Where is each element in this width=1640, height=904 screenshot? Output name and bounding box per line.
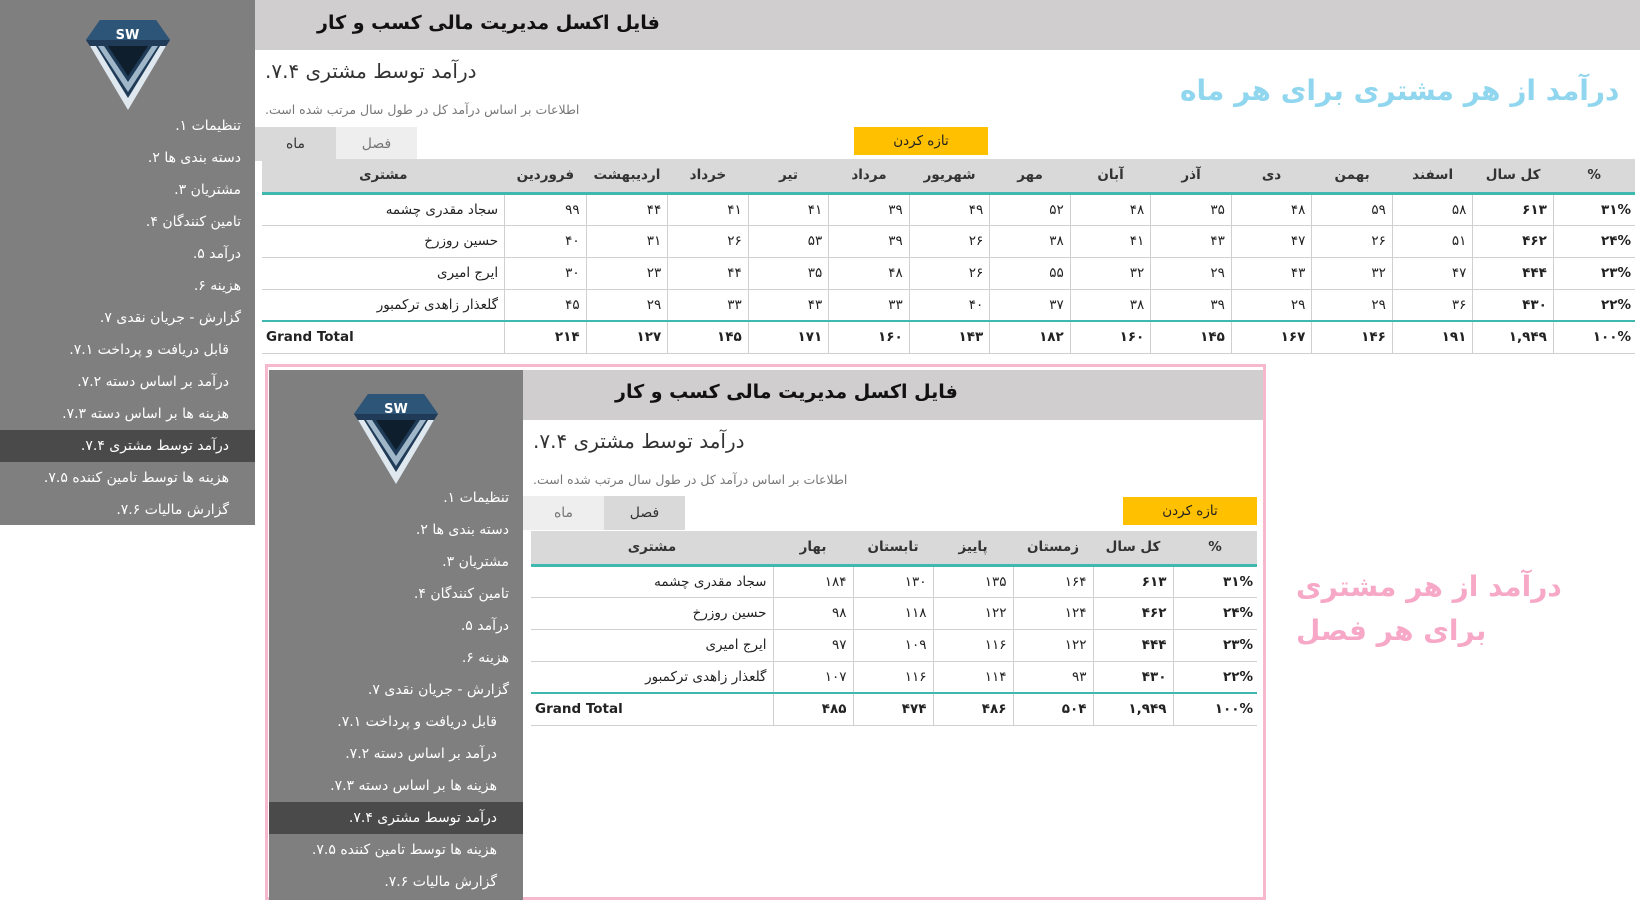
nav-item-expense[interactable]: هزینه ۶. xyxy=(461,650,509,666)
customer-name: سجاد مقدری چشمه xyxy=(531,565,773,597)
tab-month[interactable]: ماه xyxy=(255,127,336,161)
col-header-tir: تیر xyxy=(748,159,829,193)
cell: ۳۹ xyxy=(829,193,910,225)
cell: ۲۶ xyxy=(1312,225,1393,257)
page-title: درآمد توسط مشتری ۷.۴. xyxy=(265,59,477,83)
cell-year-total: ۴۳۰ xyxy=(1473,289,1554,321)
cell-percent: ۲۴% xyxy=(1173,597,1257,629)
cell-percent: ۲۲% xyxy=(1553,289,1635,321)
cell: ۱۲۲ xyxy=(1013,629,1093,661)
refresh-button[interactable]: تازه کردن xyxy=(854,127,988,155)
cell: ۳۳ xyxy=(829,289,910,321)
cell: ۱۲۴ xyxy=(1013,597,1093,629)
cell: ۲۶ xyxy=(909,257,990,289)
table-row xyxy=(531,629,1257,661)
col-header-summer: تابستان xyxy=(853,531,933,565)
cell: ۵۱ xyxy=(1392,225,1473,257)
customer-name: ایرج امیری xyxy=(531,629,773,661)
refresh-button[interactable]: تازه کردن xyxy=(1123,497,1257,525)
col-header-spring: بهار xyxy=(773,531,853,565)
diamond-logo-icon xyxy=(348,380,444,492)
nav-item-categories[interactable]: دسته بندی ها ۲. xyxy=(147,150,241,166)
app-title: فایل اکسل مدیریت مالی کسب و کار xyxy=(317,12,660,34)
table-header-row xyxy=(262,159,1635,193)
tab-season[interactable]: فصل xyxy=(604,496,685,530)
cell: ۳۶ xyxy=(1392,289,1473,321)
cell: ۳۷ xyxy=(990,289,1071,321)
cell: ۳۱ xyxy=(586,225,668,257)
customer-name: سجاد مقدری چشمه xyxy=(262,193,505,225)
cell-year-total: ۴۶۲ xyxy=(1093,597,1173,629)
annotation-seasonal-line2: برای هر فصل xyxy=(1296,614,1487,647)
cell: ۳۹ xyxy=(829,225,910,257)
nav-item-expense-by-supplier[interactable]: هزینه ها توسط تامین کننده ۷.۵. xyxy=(311,842,497,858)
cell: ۱۴۳ xyxy=(909,321,990,353)
nav-item-customers[interactable]: مشتریان ۳. xyxy=(442,554,509,570)
col-header-customer[interactable]: مشتری xyxy=(531,531,773,565)
diamond-logo-icon xyxy=(80,6,176,118)
cell: ۲۶ xyxy=(909,225,990,257)
cell-percent: ۱۰۰% xyxy=(1553,321,1635,353)
cell: ۴۴ xyxy=(586,193,668,225)
cell: ۴۴ xyxy=(668,257,749,289)
table-row xyxy=(531,597,1257,629)
cell: ۲۹ xyxy=(1231,289,1312,321)
cell: ۴۷ xyxy=(1231,225,1312,257)
cell: ۹۸ xyxy=(773,597,853,629)
cell: ۲۶ xyxy=(668,225,749,257)
tab-month[interactable]: ماه xyxy=(523,496,604,530)
sidebar-nav xyxy=(269,482,523,898)
nav-item-expense-by-category[interactable]: هزینه ها بر اساس دسته ۷.۳. xyxy=(62,406,229,422)
cell: ۴۳ xyxy=(748,289,829,321)
cell: ۱۴۶ xyxy=(1312,321,1393,353)
cell: ۴۳ xyxy=(1231,257,1312,289)
annotation-seasonal xyxy=(1296,565,1562,653)
cell: ۴۸۶ xyxy=(933,693,1013,725)
tab-season[interactable]: فصل xyxy=(336,127,417,161)
cell: ۴۰ xyxy=(505,225,587,257)
nav-item-receivable-payable[interactable]: قابل دریافت و پرداخت ۷.۱. xyxy=(69,342,229,358)
cell: ۴۸ xyxy=(829,257,910,289)
page-description: اطلاعات بر اساس درآمد کل در طول سال مرتب شده است. xyxy=(265,102,580,117)
cell: ۱۶۰ xyxy=(1070,321,1151,353)
col-header-aban: آبان xyxy=(1070,159,1151,193)
cell-percent: ۲۴% xyxy=(1553,225,1635,257)
cell: ۴۳ xyxy=(1151,225,1232,257)
main-panel-seasonal xyxy=(523,370,1263,900)
col-header-bahman: بهمن xyxy=(1312,159,1393,193)
col-header-mehr: مهر xyxy=(990,159,1071,193)
table-row xyxy=(262,225,1635,257)
nav-item-income[interactable]: درآمد ۵. xyxy=(460,618,509,634)
cell-percent: ۳۱% xyxy=(1173,565,1257,597)
cell: ۹۳ xyxy=(1013,661,1093,693)
customer-name: حسین روزرخ xyxy=(531,597,773,629)
customer-name: گلعذار زاهدی ترکمبور xyxy=(262,289,505,321)
col-header-mordad: مرداد xyxy=(829,159,910,193)
nav-item-suppliers[interactable]: تامین کنندگان ۴. xyxy=(145,214,241,230)
cell: ۵۹ xyxy=(1312,193,1393,225)
cell: ۱۶۷ xyxy=(1231,321,1312,353)
logo-text: SW xyxy=(384,402,408,417)
cell: ۴۸۵ xyxy=(773,693,853,725)
cell: ۳۵ xyxy=(748,257,829,289)
nav-item-cashflow-report[interactable]: گزارش - جریان نقدی ۷. xyxy=(99,310,241,326)
cell: ۱۳۰ xyxy=(853,565,933,597)
cell: ۴۷۴ xyxy=(853,693,933,725)
cell: ۴۸ xyxy=(1231,193,1312,225)
nav-item-settings[interactable]: تنظیمات ۱. xyxy=(175,118,241,134)
table-header-row xyxy=(531,531,1257,565)
grand-total-row xyxy=(531,693,1257,725)
cell: ۱۱۸ xyxy=(853,597,933,629)
cell: ۳۵ xyxy=(1151,193,1232,225)
nav-item-income-by-category[interactable]: درآمد بر اساس دسته ۷.۲. xyxy=(345,746,497,762)
customer-name: گلعذار زاهدی ترکمبور xyxy=(531,661,773,693)
col-header-percent: % xyxy=(1553,159,1635,193)
view-tabs xyxy=(255,127,417,161)
cell-percent: ۳۱% xyxy=(1553,193,1635,225)
cell: ۴۰ xyxy=(909,289,990,321)
nav-item-expense-by-category[interactable]: هزینه ها بر اساس دسته ۷.۳. xyxy=(330,778,497,794)
col-header-year-total: کل سال xyxy=(1473,159,1554,193)
cell: ۹۷ xyxy=(773,629,853,661)
cell: ۵۳ xyxy=(748,225,829,257)
nav-item-income[interactable]: درآمد ۵. xyxy=(192,246,241,262)
cell: ۴۵ xyxy=(505,289,587,321)
col-header-esfand: اسفند xyxy=(1392,159,1473,193)
customer-name: ایرج امیری xyxy=(262,257,505,289)
cell: ۴۱ xyxy=(668,193,749,225)
cell-percent: ۲۳% xyxy=(1553,257,1635,289)
table-row xyxy=(531,661,1257,693)
sidebar xyxy=(269,370,523,900)
cell: ۲۹ xyxy=(1151,257,1232,289)
cell: ۱۱۴ xyxy=(933,661,1013,693)
cell-year-total: ۴۴۴ xyxy=(1093,629,1173,661)
nav-item-suppliers[interactable]: تامین کنندگان ۴. xyxy=(413,586,509,602)
col-header-winter: زمستان xyxy=(1013,531,1093,565)
cell: ۴۸ xyxy=(1070,193,1151,225)
cell: ۲۱۴ xyxy=(505,321,587,353)
col-header-autumn: پاییز xyxy=(933,531,1013,565)
cell-percent: ۲۳% xyxy=(1173,629,1257,661)
col-header-dey: دی xyxy=(1231,159,1312,193)
cell: ۱۶۴ xyxy=(1013,565,1093,597)
cell: ۱۱۶ xyxy=(853,661,933,693)
cell: ۲۹ xyxy=(586,289,668,321)
grand-total-label: Grand Total xyxy=(531,693,773,725)
cell: ۴۹ xyxy=(909,193,990,225)
grand-total-row xyxy=(262,321,1635,353)
cell: ۱۹۱ xyxy=(1392,321,1473,353)
cell-percent: ۱۰۰% xyxy=(1173,693,1257,725)
app-title-bar xyxy=(523,370,1263,420)
cell: ۴۱ xyxy=(1070,225,1151,257)
col-header-azar: آذر xyxy=(1151,159,1232,193)
grand-total-label: Grand Total xyxy=(262,321,505,353)
col-header-customer[interactable]: مشتری xyxy=(262,159,505,193)
table-row xyxy=(262,289,1635,321)
annotation-seasonal-line1: درآمد از هر مشتری xyxy=(1296,570,1562,603)
cell: ۱۸۲ xyxy=(990,321,1071,353)
nav-item-tax-report[interactable]: گزارش مالیات ۷.۶. xyxy=(384,874,497,890)
main-panel-monthly xyxy=(255,0,1640,352)
cell-percent: ۲۲% xyxy=(1173,661,1257,693)
cell: ۹۹ xyxy=(505,193,587,225)
nav-item-customers[interactable]: مشتریان ۳. xyxy=(174,182,241,198)
nav-item-income-by-customer[interactable]: درآمد توسط مشتری ۷.۴. xyxy=(0,430,255,462)
cell-year-total: ۱,۹۴۹ xyxy=(1093,693,1173,725)
table-row xyxy=(262,257,1635,289)
cell: ۴۱ xyxy=(748,193,829,225)
nav-item-categories[interactable]: دسته بندی ها ۲. xyxy=(415,522,509,538)
cell: ۱۸۴ xyxy=(773,565,853,597)
cell: ۳۰ xyxy=(505,257,587,289)
col-header-shahrivar: شهریور xyxy=(909,159,990,193)
table-row xyxy=(262,193,1635,225)
cell: ۲۹ xyxy=(1312,289,1393,321)
app-title: فایل اکسل مدیریت مالی کسب و کار xyxy=(615,381,958,403)
cell: ۱۰۷ xyxy=(773,661,853,693)
page-title: درآمد توسط مشتری ۷.۴. xyxy=(533,429,745,453)
annotation-monthly: درآمد از هر مشتری برای هر ماه xyxy=(1180,74,1620,107)
cell: ۵۸ xyxy=(1392,193,1473,225)
col-header-year-total: کل سال xyxy=(1093,531,1173,565)
nav-item-tax-report[interactable]: گزارش مالیات ۷.۶. xyxy=(116,502,229,518)
cell: ۳۲ xyxy=(1070,257,1151,289)
cell-year-total: ۴۶۲ xyxy=(1473,225,1554,257)
cell: ۴۷ xyxy=(1392,257,1473,289)
cell: ۲۳ xyxy=(586,257,668,289)
cell: ۳۲ xyxy=(1312,257,1393,289)
cell-year-total: ۶۱۳ xyxy=(1473,193,1554,225)
cell-year-total: ۴۳۰ xyxy=(1093,661,1173,693)
nav-item-expense-by-supplier[interactable]: هزینه ها توسط تامین کننده ۷.۵. xyxy=(43,470,229,486)
cell: ۳۸ xyxy=(1070,289,1151,321)
col-header-khordad: خرداد xyxy=(668,159,749,193)
seasonal-table xyxy=(531,531,1257,726)
nav-item-receivable-payable[interactable]: قابل دریافت و پرداخت ۷.۱. xyxy=(337,714,497,730)
cell-year-total: ۶۱۳ xyxy=(1093,565,1173,597)
col-header-ordibehesht: اردیبهشت xyxy=(586,159,668,193)
monthly-table xyxy=(262,159,1635,354)
view-tabs xyxy=(523,496,685,530)
cell: ۱۷۱ xyxy=(748,321,829,353)
cell: ۳۹ xyxy=(1151,289,1232,321)
cell-year-total: ۴۴۴ xyxy=(1473,257,1554,289)
nav-item-expense[interactable]: هزینه ۶. xyxy=(193,278,241,294)
cell: ۱۰۹ xyxy=(853,629,933,661)
customer-name: حسین روزرخ xyxy=(262,225,505,257)
cell: ۵۵ xyxy=(990,257,1071,289)
col-header-percent: % xyxy=(1173,531,1257,565)
table-row xyxy=(531,565,1257,597)
cell: ۱۳۵ xyxy=(933,565,1013,597)
cell: ۵۰۴ xyxy=(1013,693,1093,725)
nav-item-settings[interactable]: تنظیمات ۱. xyxy=(443,490,509,506)
logo-text: SW xyxy=(115,28,140,43)
cell: ۵۲ xyxy=(990,193,1071,225)
nav-item-cashflow-report[interactable]: گزارش - جریان نقدی ۷. xyxy=(367,682,509,698)
cell: ۱۴۵ xyxy=(668,321,749,353)
sidebar-nav xyxy=(0,110,255,526)
sidebar xyxy=(0,0,255,525)
cell: ۱۲۲ xyxy=(933,597,1013,629)
app-title-bar xyxy=(255,0,1640,50)
page-description: اطلاعات بر اساس درآمد کل در طول سال مرتب شده است. xyxy=(533,472,848,487)
nav-item-income-by-category[interactable]: درآمد بر اساس دسته ۷.۲. xyxy=(77,374,229,390)
cell-year-total: ۱,۹۴۹ xyxy=(1473,321,1554,353)
cell: ۱۲۷ xyxy=(586,321,668,353)
cell: ۳۸ xyxy=(990,225,1071,257)
cell: ۱۱۶ xyxy=(933,629,1013,661)
nav-item-income-by-customer[interactable]: درآمد توسط مشتری ۷.۴. xyxy=(269,802,523,834)
cell: ۱۶۰ xyxy=(829,321,910,353)
cell: ۳۳ xyxy=(668,289,749,321)
cell: ۱۴۵ xyxy=(1151,321,1232,353)
col-header-farvardin: فروردین xyxy=(505,159,587,193)
